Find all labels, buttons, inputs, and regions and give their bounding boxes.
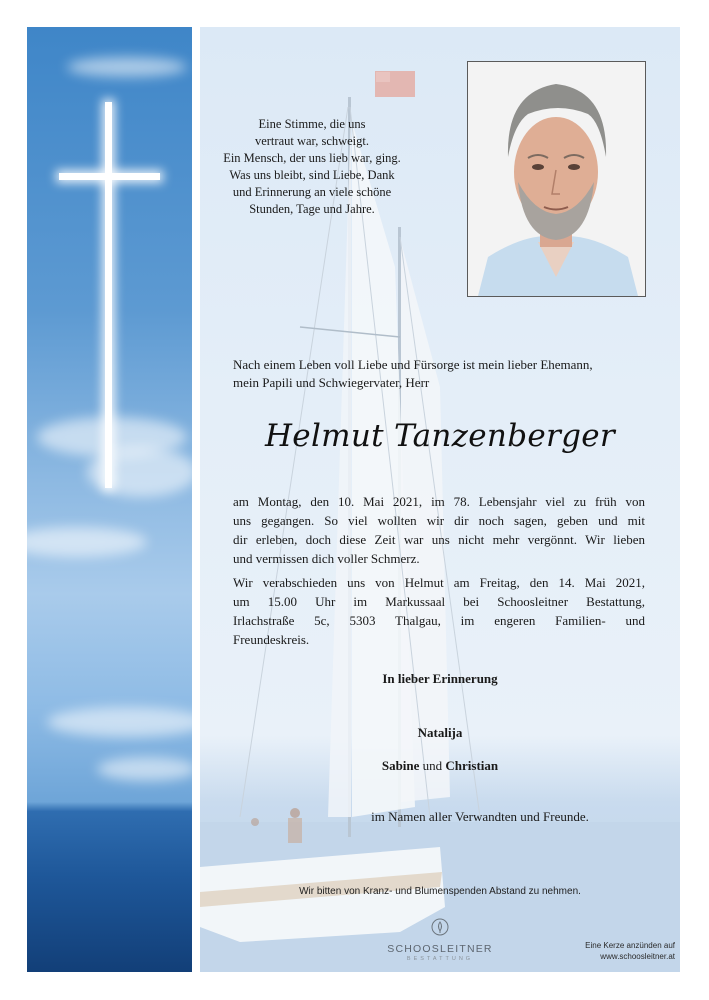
mourner-name: Natalija bbox=[417, 725, 463, 740]
farewell-text bbox=[233, 573, 645, 649]
logo-subtitle: BESTATTUNG bbox=[406, 956, 474, 962]
farewell-line: Wir verabschieden uns von Helmut am Freitag, den 14. Mai 2021, bbox=[233, 575, 645, 590]
notice-line: und vermissen dich voller Schmerz. bbox=[233, 551, 420, 566]
mourner-names bbox=[200, 758, 680, 774]
poem-line: vertraut war, schweigt. bbox=[254, 134, 370, 148]
relatives-line: im Namen aller Verwandten und Freunde. bbox=[371, 809, 589, 824]
candle-text: Eine Kerze anzünden auf bbox=[585, 941, 675, 950]
farewell-line: Irlachstraße 5c, 5303 Thalgau, im engeren Familien- und bbox=[233, 613, 645, 628]
cross-icon-bar bbox=[59, 173, 160, 180]
logo-name: SCHOOSLEITNER bbox=[387, 943, 493, 955]
mourner-name: Christian bbox=[445, 758, 499, 773]
farewell-line: Freundeskreis. bbox=[233, 632, 310, 647]
poem-line: Eine Stimme, die uns bbox=[258, 117, 366, 131]
notice-line: uns gegangen. So viel wollten wir dir noch sagen, geben und mit bbox=[233, 513, 645, 528]
intro-line: mein Papili und Schwiegervater, Herr bbox=[233, 375, 430, 390]
donation-note: Wir bitten von Kranz- und Blumenspenden Abstand zu nehmen. bbox=[299, 886, 581, 897]
portrait-photo bbox=[467, 61, 646, 297]
poem-line: Stunden, Tage und Jahre. bbox=[249, 202, 375, 216]
conjunction: und bbox=[422, 758, 443, 773]
deceased-name: Helmut Tanzenberger bbox=[264, 418, 616, 454]
candle-link[interactable]: www.schoosleitner.at bbox=[600, 952, 675, 961]
candle-info bbox=[500, 940, 675, 962]
intro-line: Nach einem Leben voll Liebe und Fürsorge ist mein lieber Ehemann, bbox=[233, 357, 593, 372]
notice-line: am Montag, den 10. Mai 2021, im 78. Lebensjahr viel zu früh von bbox=[233, 494, 645, 509]
poem-line: und Erinnerung an viele schöne bbox=[232, 185, 392, 199]
notice-line: dir erleben, doch diese Zeit war uns nicht mehr vergönnt. Wir lieben bbox=[233, 532, 645, 547]
mourner-name: Sabine bbox=[381, 758, 420, 773]
in-memory-heading: In lieber Erinnerung bbox=[382, 671, 498, 686]
death-notice bbox=[233, 492, 645, 568]
poem bbox=[222, 116, 402, 218]
poem-line: Was uns bleibt, sind Liebe, Dank bbox=[229, 168, 395, 182]
poem-line: Ein Mensch, der uns lieb war, ging. bbox=[223, 151, 401, 165]
intro-text bbox=[233, 356, 645, 392]
farewell-line: um 15.00 Uhr im Markussaal bei Schoosleitner Bestattung, bbox=[233, 594, 645, 609]
logo-icon bbox=[431, 918, 449, 936]
funeral-home-logo bbox=[380, 918, 500, 962]
cross-icon bbox=[105, 102, 112, 488]
